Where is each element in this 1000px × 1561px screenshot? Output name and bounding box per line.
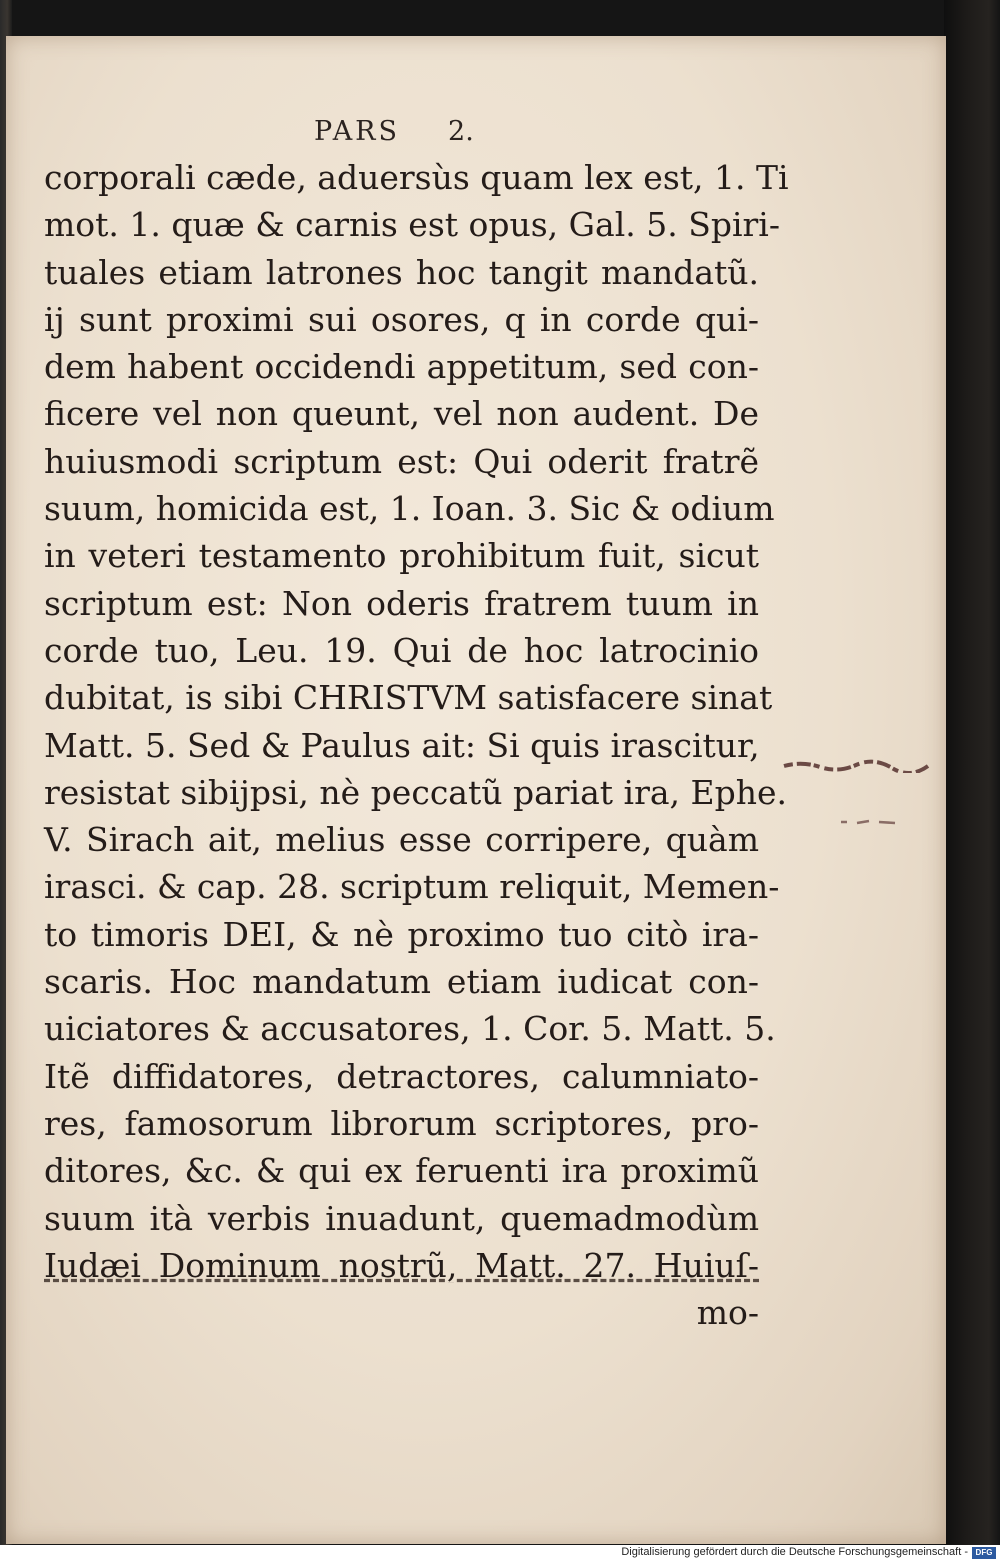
body-text [44, 154, 789, 1336]
text-line: ij sunt proximi sui osores, q in corde qui- [44, 299, 759, 339]
text-line: Iudæi Dominum nostrũ, Matt. 27. Huiuſ- [44, 1245, 759, 1285]
text-line: scriptum est: Non oderis fratrem tuum in [44, 583, 759, 623]
text-line: irasci. & cap. 28. scriptum reliquit, Memen- [44, 867, 780, 907]
text-line: V. Sirach ait, melius esse corripere, quàm [44, 820, 759, 860]
text-line: scaris. Hoc mandatum etiam iudicat con- [44, 962, 759, 1002]
text-line: resistat sibijpsi, nè peccatũ pariat ira, Ephe. [44, 772, 787, 812]
dfg-logo: DFG [972, 1547, 996, 1559]
text-line: suum ità verbis inuadunt, quemadmodùm [44, 1198, 759, 1238]
text-line: corde tuo, Leu. 19. Qui de hoc latrocinio [44, 630, 759, 670]
text-line: to timoris DEI, & nè proximo tuo citò ira- [44, 914, 759, 954]
text-line: tuales etiam latrones hoc tangit mandatũ. [44, 252, 759, 292]
text-line: res, famosorum librorum scriptores, pro- [44, 1103, 759, 1143]
text-line: Matt. 5. Sed & Paulus ait: Si quis irascitur, [44, 725, 760, 765]
text-line: huiusmodi scriptum est: Qui oderit fratrẽ [44, 441, 759, 481]
header-title: PARS [314, 116, 401, 147]
digitization-footer [0, 1545, 1000, 1561]
header-number: 2. [448, 116, 474, 147]
text-line: ditores, &c. & qui ex feruenti ira proximũ [44, 1151, 759, 1191]
text-line: ficere vel non queunt, vel non audent. De [44, 394, 759, 434]
text-line: Itẽ diffidatores, detractores, calumniato- [44, 1056, 759, 1096]
text-line: corporali cæde, aduersùs quam lex est, 1. Ti [44, 158, 789, 197]
text-line: uiciatores & accusatores, 1. Cor. 5. Matt. 5. [44, 1009, 776, 1049]
text-line: dubitat, is sibi CHRISTVM satisfacere sinat [44, 678, 773, 718]
text-line: suum, homicida est, 1. Ioan. 3. Sic & odium [44, 489, 775, 529]
running-header [314, 116, 474, 147]
marginal-ink-mark-small [839, 816, 899, 828]
book-page [6, 36, 946, 1544]
funding-credit: Digitalisierung gefördert durch die Deutsche Forschungsgemeinschaft - [621, 1546, 968, 1558]
text-line: dem habent occidendi appetitum, sed con- [44, 347, 759, 387]
text-line: in veteri testamento prohibitum fuit, sicut [44, 536, 759, 576]
catchword: mo- [696, 1293, 759, 1333]
text-line: mot. 1. quæ & carnis est opus, Gal. 5. Spiri- [44, 205, 780, 245]
binding-edge-right [944, 0, 1000, 1545]
marginal-ink-mark [782, 757, 932, 773]
